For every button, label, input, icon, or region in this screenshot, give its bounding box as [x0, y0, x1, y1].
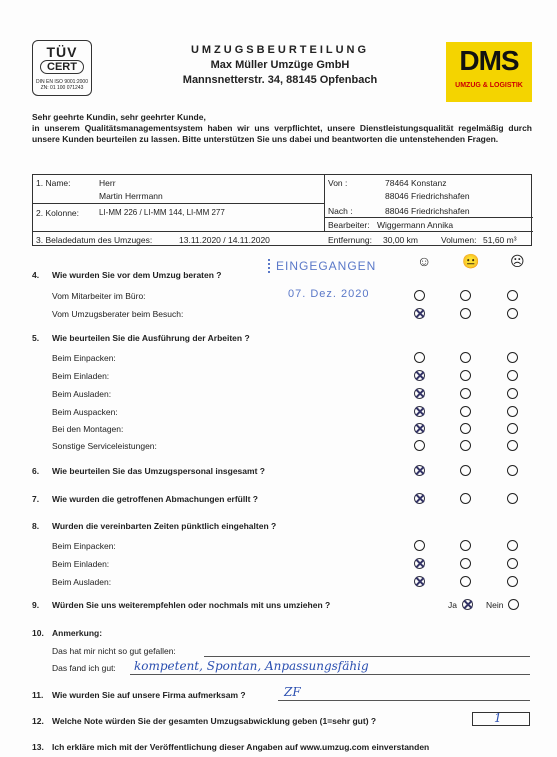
question-13: 13. Ich erkläre mich mit der Veröffentlichung dieser Angaben auf www.umzug.com einverstanden [32, 742, 430, 752]
rating-radio[interactable] [460, 406, 471, 417]
question-6: 6. Wie beurteilen Sie das Umzugspersonal insgesamt ? [32, 466, 265, 476]
q9-nein-radio[interactable] [508, 599, 519, 610]
question-5-sub-item: Beim Einladen: [52, 371, 110, 381]
question-11: 11. Wie wurden Sie auf unsere Firma aufmerksam ? [32, 690, 246, 700]
rating-radio[interactable] [460, 558, 471, 569]
rating-radio[interactable] [414, 558, 425, 569]
customer-name: Martin Herrmann [99, 191, 163, 201]
rating-radio[interactable] [460, 308, 471, 319]
rating-radio[interactable] [460, 290, 471, 301]
rating-radio[interactable] [460, 465, 471, 476]
question-9: 9. Würden Sie uns weiterempfehlen oder nochmals mit uns umziehen ? [32, 600, 331, 610]
question-8: 8. Wurden die vereinbarten Zeiten pünktlich eingehalten ? [32, 521, 277, 531]
rating-radio[interactable] [507, 352, 518, 363]
smiley-happy-icon: ☺ [417, 253, 432, 269]
question-5: 5. Wie beurteilen Sie die Ausführung der Arbeiten ? [32, 333, 250, 343]
rating-radio[interactable] [414, 493, 425, 504]
rating-radio[interactable] [507, 290, 518, 301]
rating-radio[interactable] [507, 558, 518, 569]
rating-radio[interactable] [414, 290, 425, 301]
rating-radio[interactable] [414, 352, 425, 363]
customer-info-box: 1. Name: Herr Martin Herrmann 2. Kolonne: LI-MM 226 / LI-MM 144, LI-MM 277 3. Beladedatum des Umzuges: 13.11.2020 / 14.11.2020 Von : 78464 Konstanz 88046 Friedrichshafen Nach : 88046 Friedrichshafen Bearbeiter: Wiggermann Annika Entfernung: 30,00 km Volumen: 51,60 m³ [32, 174, 532, 246]
rating-radio[interactable] [507, 465, 518, 476]
dms-logo: DMS UMZUG & LOGISTIK [446, 42, 532, 102]
company-address: Mannsnetterstr. 34, 88145 Opfenbach [182, 74, 378, 86]
rating-radio[interactable] [507, 370, 518, 381]
rating-radio[interactable] [507, 493, 518, 504]
rating-radio[interactable] [414, 388, 425, 399]
rating-radio[interactable] [507, 576, 518, 587]
question-4-sub-item: Vom Umzugsberater beim Besuch: [52, 309, 184, 319]
company-name: Max Müller Umzüge GmbH [210, 59, 350, 71]
rating-radio[interactable] [414, 540, 425, 551]
page-title: UMZUGSBEURTEILUNG [190, 44, 370, 56]
rating-radio[interactable] [414, 576, 425, 587]
rating-radio[interactable] [507, 308, 518, 319]
rating-radio[interactable] [460, 352, 471, 363]
question-8-sub-item: Beim Einladen: [52, 559, 110, 569]
rating-radio[interactable] [414, 440, 425, 451]
rating-radio[interactable] [507, 540, 518, 551]
q12-handwritten-answer: 1 [494, 711, 502, 725]
intro-text: Sehr geehrte Kundin, sehr geehrter Kunde, in unserem Qualitätsmanagementsystem haben wir uns verpflichtet, unsere Dienstleistungsqualität regelmäßig durch unsere Kunden beurteilen zu lassen. Bitte unterstützen Sie uns dabei und beantworten die untenstehenden Fragen. [32, 112, 532, 144]
question-8-sub-item: Beim Ausladen: [52, 577, 112, 587]
rating-radio[interactable] [507, 388, 518, 399]
smiley-sad-icon: ☹ [510, 253, 525, 269]
document-header [150, 44, 410, 86]
rating-radio[interactable] [414, 308, 425, 319]
question-12: 12. Welche Note würden Sie der gesamten Umzugsabwicklung geben (1=sehr gut) ? [32, 716, 377, 726]
rating-radio[interactable] [460, 370, 471, 381]
tuv-cert-logo: TÜV CERT DIN EN ISO 9001:2000 ZN: 01 100 071243 [32, 40, 92, 96]
rating-radio[interactable] [460, 493, 471, 504]
rating-radio[interactable] [460, 576, 471, 587]
rating-radio[interactable] [460, 423, 471, 434]
rating-radio[interactable] [414, 423, 425, 434]
question-10: 10. Anmerkung: [32, 628, 103, 638]
question-4: 4. Wie wurden Sie vor dem Umzug beraten ? [32, 270, 222, 280]
rating-radio[interactable] [507, 423, 518, 434]
question-5-sub-item: Beim Einpacken: [52, 353, 116, 363]
rating-radio[interactable] [460, 440, 471, 451]
rating-radio[interactable] [507, 406, 518, 417]
received-stamp: EINGEGANGEN [268, 259, 376, 273]
question-5-sub-item: Beim Ausladen: [52, 389, 112, 399]
q11-handwritten-answer: ZF [284, 685, 301, 699]
question-5-sub-item: Sonstige Serviceleistungen: [52, 441, 157, 451]
rating-radio[interactable] [507, 440, 518, 451]
q10-handwritten-answer: kompetent, Spontan, Anpassungsfähig [134, 659, 369, 673]
smiley-neutral-icon: 😐 [462, 253, 480, 269]
rating-radio[interactable] [460, 388, 471, 399]
rating-radio[interactable] [414, 465, 425, 476]
question-5-sub-item: Bei den Montagen: [52, 424, 124, 434]
rating-radio[interactable] [460, 540, 471, 551]
question-8-sub-item: Beim Einpacken: [52, 541, 116, 551]
rating-radio[interactable] [414, 370, 425, 381]
question-4-sub-item: Vom Mitarbeiter im Büro: [52, 291, 146, 301]
q9-ja-radio[interactable] [462, 599, 473, 610]
rating-radio[interactable] [414, 406, 425, 417]
question-5-sub-item: Beim Auspacken: [52, 407, 118, 417]
received-stamp-date: 07. Dez. 2020 [288, 288, 370, 300]
question-7: 7. Wie wurden die getroffenen Abmachungen erfüllt ? [32, 494, 258, 504]
